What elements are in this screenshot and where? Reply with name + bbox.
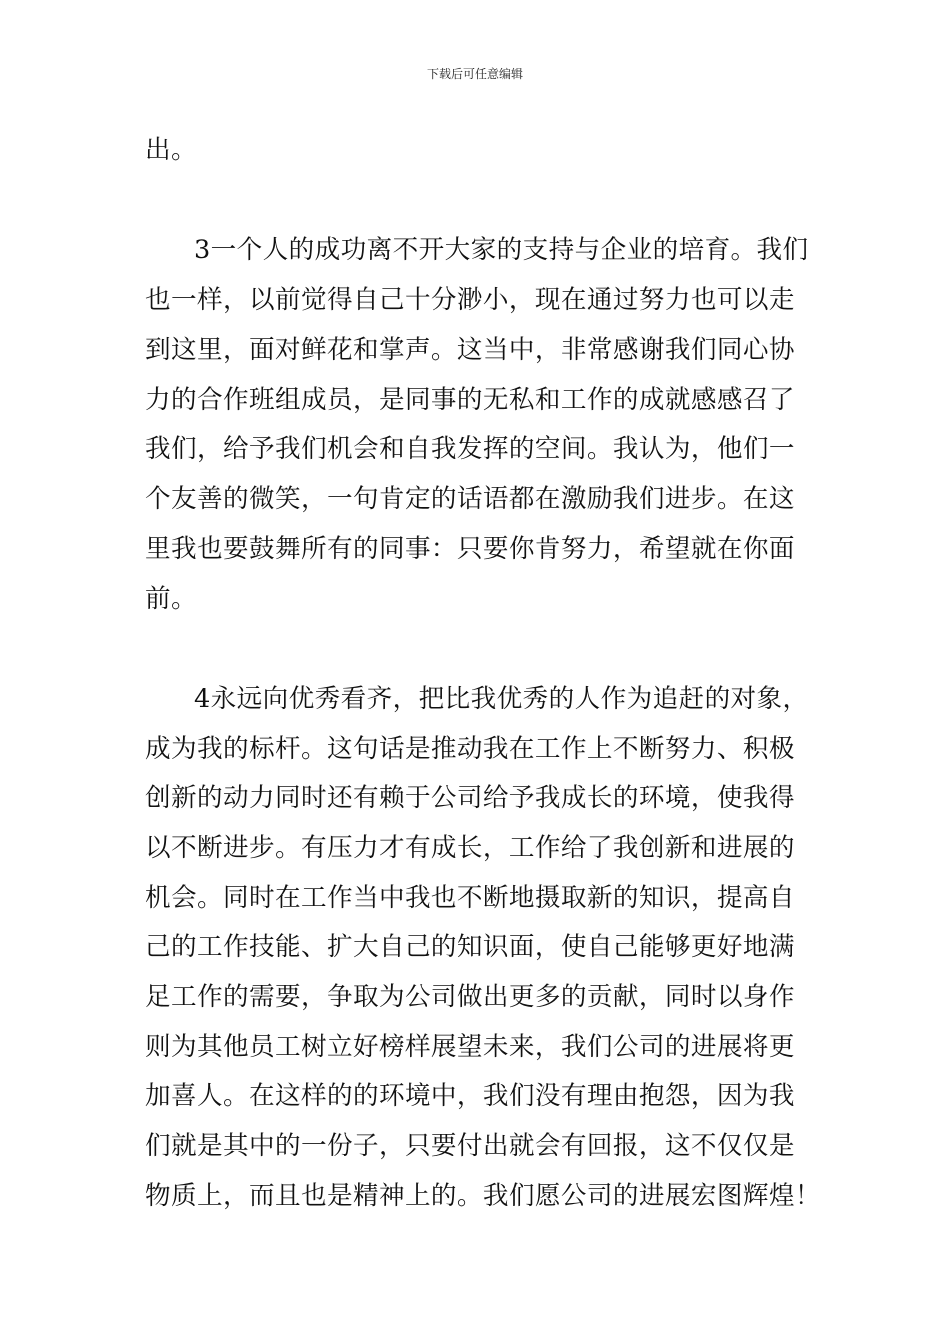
paragraph-3-line-7: 足工作的需要，争取为公司做出更多的贡献，同时以身作	[145, 982, 795, 1012]
paragraph-3-line-11: 物质上，而且也是精神上的。我们愿公司的进展宏图辉煌！	[145, 1181, 821, 1211]
paragraph-3-line-10: 们就是其中的一份子，只要付出就会有回报，这不仅仅是	[145, 1131, 795, 1161]
paragraph-2-line-1: 3一个人的成功离不开大家的支持与企业的培育。我们	[194, 235, 809, 265]
paragraph-3-line-8: 则为其他员工树立好榜样展望未来，我们公司的进展将更	[145, 1032, 795, 1062]
paragraph-1-line-1: 出。	[145, 135, 197, 165]
paragraph-3-line-6: 己的工作技能、扩大自己的知识面，使自己能够更好地满	[145, 932, 795, 962]
paragraph-3-line-3: 创新的动力同时还有赖于公司给予我成长的环境，使我得	[145, 783, 795, 813]
paragraph-2-line-3: 到这里，面对鲜花和掌声。这当中，非常感谢我们同心协	[145, 335, 795, 365]
paragraph-3-line-2: 成为我的标杆。这句话是推动我在工作上不断努力、积极	[145, 734, 795, 764]
paragraph-3-line-1: 4永远向优秀看齐，把比我优秀的人作为追赶的对象，	[194, 684, 809, 714]
paragraph-3-line-4: 以不断进步。有压力才有成长，工作给了我创新和进展的	[145, 833, 795, 863]
paragraph-3-line-9: 加喜人。在这样的的环境中，我们没有理由抱怨，因为我	[145, 1081, 795, 1111]
paragraph-2-line-6: 个友善的微笑，一句肯定的话语都在激励我们进步。在这	[145, 484, 795, 514]
paragraph-2-line-8: 前。	[145, 584, 197, 614]
page-header: 下载后可任意编辑	[426, 67, 523, 81]
paragraph-2-line-4: 力的合作班组成员，是同事的无私和工作的成就感感召了	[145, 385, 795, 415]
paragraph-2-line-2: 也一样，以前觉得自己十分渺小，现在通过努力也可以走	[145, 285, 795, 315]
paragraph-3-line-5: 机会。同时在工作当中我也不断地摄取新的知识，提高自	[145, 883, 795, 913]
paragraph-2-line-7: 里我也要鼓舞所有的同事：只要你肯努力，希望就在你面	[145, 534, 795, 564]
paragraph-2-line-5: 我们，给予我们机会和自我发挥的空间。我认为，他们一	[145, 434, 795, 464]
